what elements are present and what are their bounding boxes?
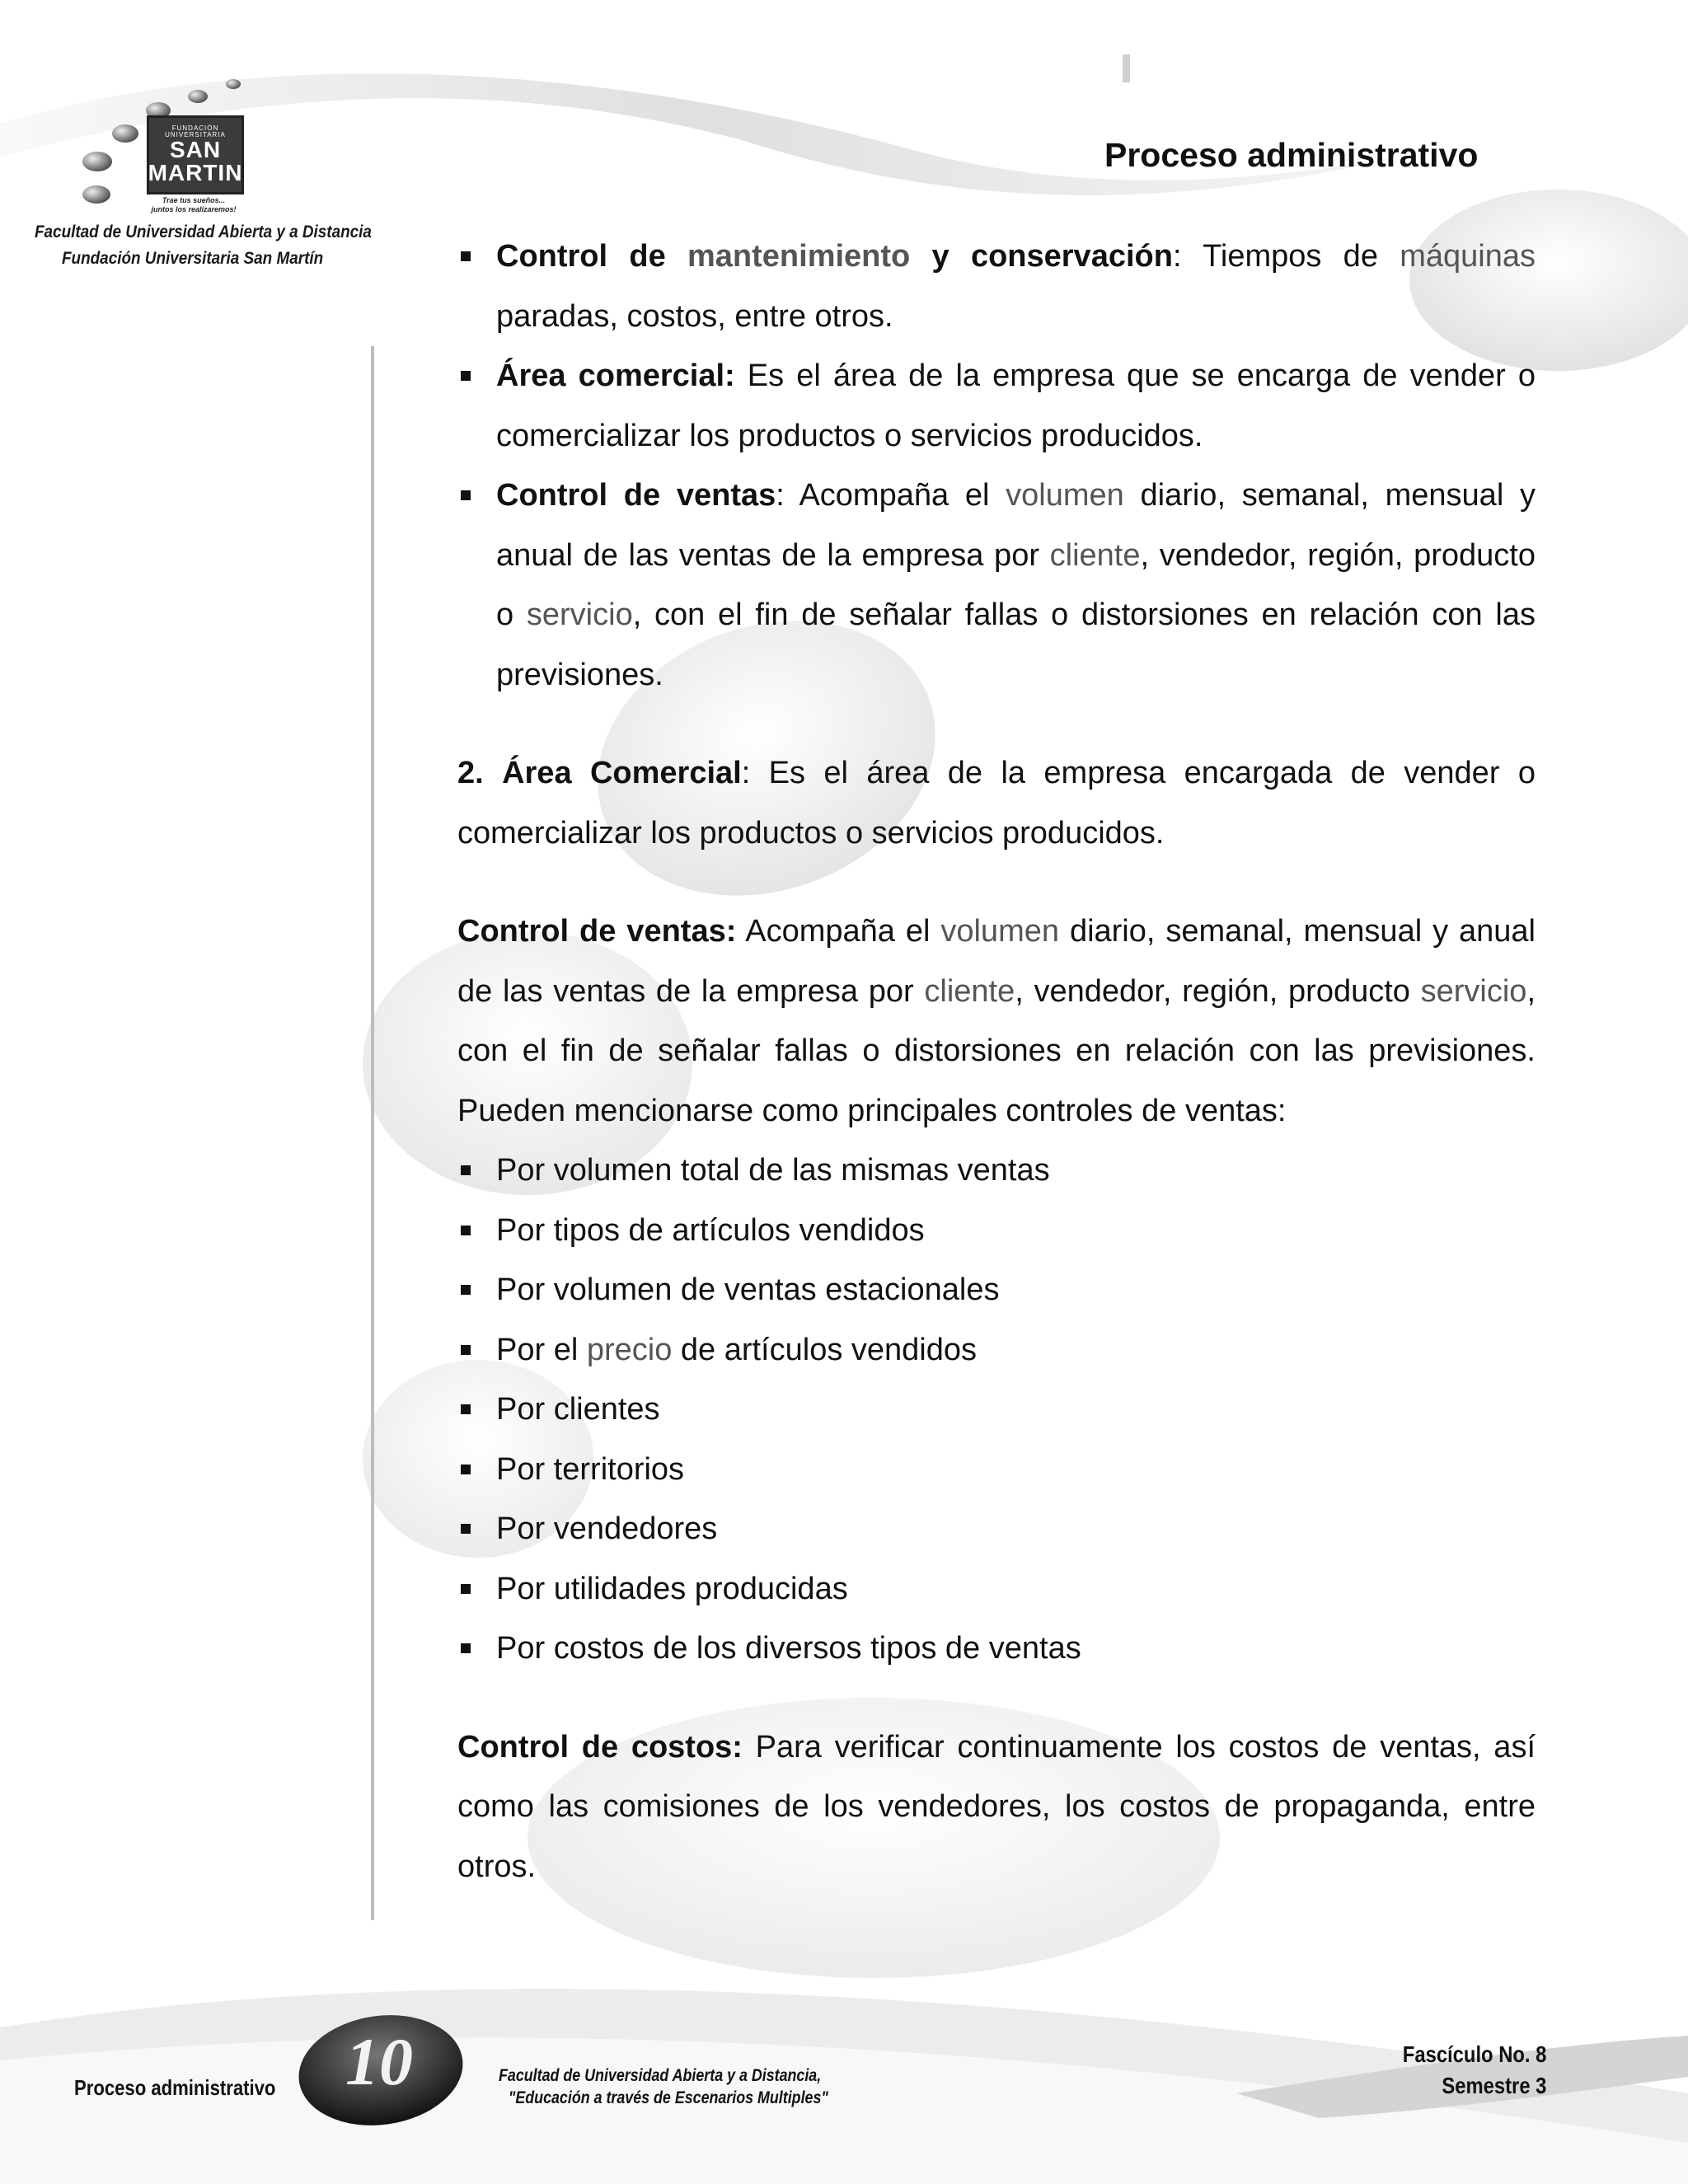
faculty-name-line1: Facultad de Universidad Abierta y a Distancia (35, 223, 372, 241)
bullet-text: Es el área de la empresa que se encarga de vender o comercializar los productos o servicios producidos. (496, 359, 1536, 453)
bullet-term: Control de ventas (496, 478, 776, 513)
bullet-control-mantenimiento (457, 227, 1536, 346)
logo-name-line2: MARTIN (148, 160, 243, 185)
footer-faculty (499, 2064, 828, 2110)
paragraph-control-ventas (457, 902, 1536, 1141)
list-item: Por costos de los diversos tipos de ventas (457, 1619, 1536, 1679)
university-logo (33, 66, 363, 280)
paragraph-text-2: diario, semanal, mensual y anual de las ventas de la empresa por (457, 914, 1536, 1009)
bullet-text-b: paradas, costos, entre otros. (496, 298, 893, 334)
link-cliente[interactable]: cliente (924, 973, 1015, 1009)
page-title: Proceso administrativo (1104, 136, 1479, 174)
footer-faculty-line1: Facultad de Universidad Abierta y a Distancia, (499, 2066, 822, 2085)
bullet-text-2: diario, semanal, mensual y anual de las ventas de la empresa por (496, 478, 1536, 573)
bullet-term-c: y conservación (931, 239, 1173, 274)
list-item-text-b: de artículos vendidos (672, 1332, 977, 1367)
list-item: Por territorios (457, 1440, 1536, 1500)
footer-semester: Semestre 3 (1441, 2072, 1546, 2098)
list-item: Por clientes (457, 1380, 1536, 1440)
bullet-term: Área comercial: (496, 359, 735, 393)
link-cliente[interactable]: cliente (1049, 537, 1141, 573)
link-volumen[interactable]: volumen (1006, 478, 1124, 513)
link-maquinas[interactable]: máquinas (1400, 239, 1536, 274)
bullet-text-1: : Acompaña el (776, 478, 1006, 513)
logo-slogan (140, 196, 247, 214)
bullet-control-ventas (457, 466, 1536, 705)
footer-fascicle-info (1402, 2039, 1546, 2102)
list-item: Por volumen de ventas estacionales (457, 1260, 1536, 1320)
paragraph-text: Para verificar continuamente los costos de ventas, así como las comisiones de los vendedores, los costos de propaganda, entre otros. (457, 1729, 1536, 1884)
paragraph-text-3: , vendedor, región, producto (1015, 973, 1421, 1009)
left-margin-rule (371, 346, 374, 1920)
bullet-term-a: Control de (496, 239, 666, 274)
bullet-area-comercial (457, 346, 1536, 466)
bullet-text-3: , vendedor, región, producto o (496, 537, 1536, 632)
footer-course-title: Proceso administrativo (74, 2075, 276, 2100)
list-item: Por utilidades producidas (457, 1559, 1536, 1619)
link-volumen[interactable]: volumen (940, 914, 1059, 949)
logo-foundation-text: FUNDACIÓN (171, 124, 219, 132)
logo-emblem (147, 115, 244, 194)
list-item: Por tipos de artículos vendidos (457, 1201, 1536, 1261)
link-servicio[interactable]: servicio (1420, 973, 1527, 1009)
paragraph-text-1: Acompaña el (736, 914, 941, 949)
footer-faculty-line2: "Educación a través de Escenarios Multiples" (508, 2088, 828, 2108)
section-text: : Es el área de la empresa encargada de vender o comercializar los productos o servicios producidos. (457, 756, 1536, 851)
list-item-precio (457, 1320, 1536, 1380)
footer-fascicle: Fascículo No. 8 (1402, 2041, 1546, 2067)
spacer (457, 1679, 1536, 1718)
paragraph-term: Control de costos: (457, 1729, 743, 1765)
bullet-text-4: , con el fin de señalar fallas o distorsiones en relación con las previsiones. (496, 598, 1536, 692)
link-precio[interactable]: precio (586, 1332, 673, 1367)
spacer (457, 863, 1536, 902)
list-item: Por vendedores (457, 1499, 1536, 1559)
paragraph-term: Control de ventas: (457, 914, 737, 949)
logo-slogan-line2: juntos los realizaremos! (151, 204, 237, 213)
list-item: Por volumen total de las mismas ventas (457, 1141, 1536, 1201)
section-heading: 2. Área Comercial (457, 756, 742, 790)
list-item-text-a: Por el (496, 1332, 587, 1367)
link-mantenimiento[interactable]: mantenimiento (687, 239, 911, 274)
page-number: 10 (345, 2024, 413, 2099)
bullet-text-a: : Tiempos de (1172, 239, 1378, 274)
spacer (457, 705, 1536, 743)
logo-university-text: UNIVERSITARIA (165, 131, 226, 138)
logo-slogan-line1: Trae tus sueños... (162, 196, 226, 204)
section-area-comercial (457, 743, 1536, 863)
link-servicio[interactable]: servicio (526, 598, 633, 632)
logo-name-line1: SAN (169, 137, 222, 162)
document-body (457, 227, 1536, 1896)
paragraph-text-4: , con el fin de señalar fallas o distorsiones en relación con las previsiones. Pueden mencionarse como principales controles de ventas: (457, 973, 1536, 1128)
faculty-name-line2: Fundación Universitaria San Martín (62, 249, 324, 268)
paragraph-control-costos (457, 1718, 1536, 1897)
